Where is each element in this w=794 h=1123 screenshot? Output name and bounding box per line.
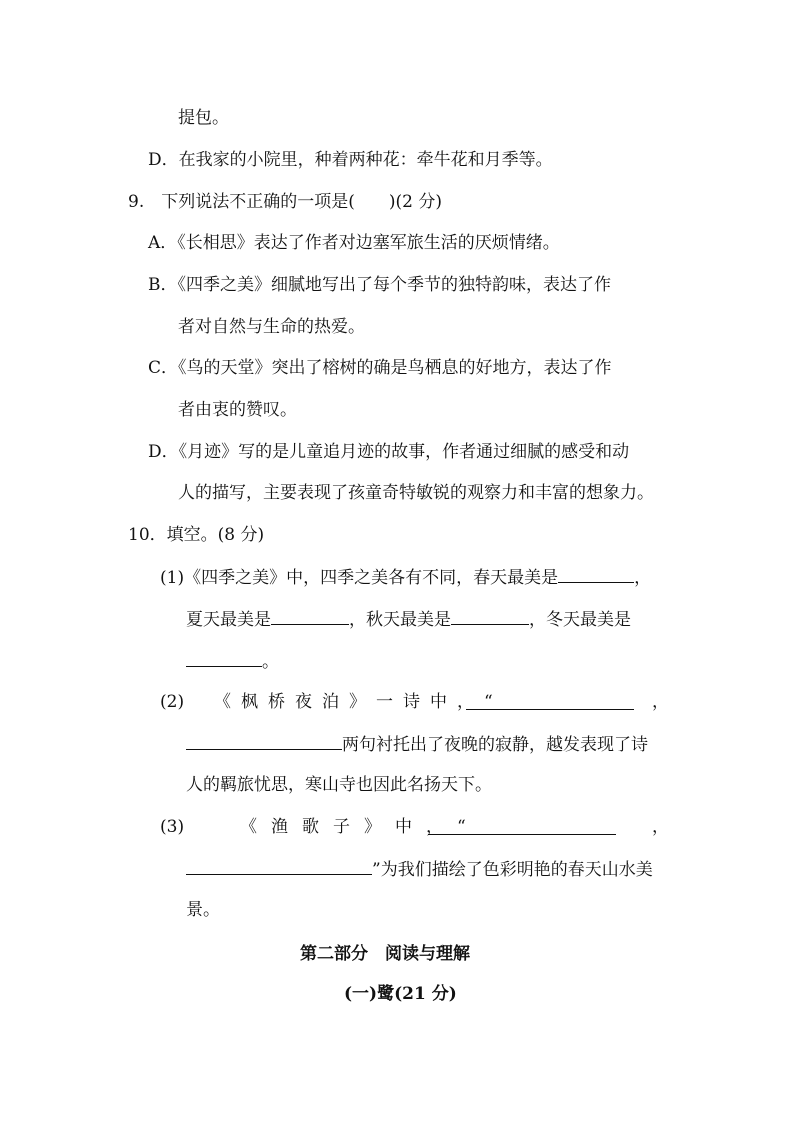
q10-part2-line3: 人的羁旅忧思，寒山寺也因此名扬天下。: [186, 775, 492, 795]
blank-poem2-line2[interactable]: [186, 733, 342, 750]
q10-part1-line3: [186, 650, 279, 673]
q10-stem: 10．填空。(8 分): [128, 525, 265, 545]
q10-part2-comma: ，: [652, 692, 669, 712]
blank-poem3-line1[interactable]: [428, 818, 616, 835]
q10-part3-rest: ”为我们描绘了色彩明艳的春天山水美: [372, 860, 653, 880]
q10-part1-end: 。: [262, 652, 279, 672]
q10-part3-number: (3): [160, 817, 185, 837]
blank-poem3-line2[interactable]: [186, 858, 372, 875]
q10-part1-line2: [186, 608, 631, 631]
q9-option-d-line2: 人的描写，主要表现了孩童奇特敏锐的观察力和丰富的想象力。: [178, 483, 654, 503]
q10-part3-line2: [186, 858, 653, 881]
q9-option-c-line1: C．《鸟的天堂》突出了榕树的确是鸟栖息的好地方，表达了作: [148, 358, 612, 378]
q10-part1-text: 《四季之美》中，四季之美各有不同，春天最美是: [184, 568, 559, 588]
q10-part1-autumn-label: ，秋天最美是: [349, 610, 451, 630]
q9-option-b-line2: 者对自然与生命的热爱。: [178, 317, 365, 337]
q10-part1-summer-label: 夏天最美是: [186, 610, 271, 630]
blank-spring[interactable]: [558, 566, 634, 583]
q10-part3-title: 《渔歌子》中，“: [240, 817, 480, 837]
q8-continuation: 提包。: [178, 108, 229, 128]
q8-option-d: D．在我家的小院里，种着两种花：牵牛花和月季等。: [148, 150, 553, 170]
q9-option-c-line2: 者由衷的赞叹。: [178, 400, 297, 420]
q10-part1-winter-label: ，冬天最美是: [529, 610, 631, 630]
q10-part2-number: (2): [160, 692, 185, 712]
q9-option-b-line1: B．《四季之美》细腻地写出了每个季节的独特韵味，表达了作: [148, 275, 611, 295]
blank-winter[interactable]: [186, 650, 262, 667]
q10-part3-line3: 景。: [186, 900, 220, 920]
blank-poem2-line1[interactable]: [466, 693, 634, 710]
q9-option-d-line1: D．《月迹》写的是儿童追月迹的故事，作者通过细腻的感受和动: [148, 442, 630, 462]
part2-title: 第二部分 阅读与理解: [300, 944, 470, 964]
q10-part1-number: (1): [160, 568, 185, 588]
q10-part3-comma: ，: [652, 817, 669, 837]
blank-summer[interactable]: [271, 608, 349, 625]
q10-part1-comma: ，: [634, 568, 652, 588]
q9-option-a: A．《长相思》表达了作者对边塞军旅生活的厌烦情绪。: [148, 233, 560, 253]
q10-part2-line2: [186, 733, 648, 756]
part2-subtitle: (一)鹭(21 分): [344, 984, 457, 1004]
q10-part2-rest: 两句衬托出了夜晚的寂静，越发表现了诗: [342, 735, 648, 755]
q10-part2-title: 《枫桥夜泊》一诗中，“: [214, 692, 503, 712]
q10-part1-line1: [160, 566, 651, 589]
blank-autumn[interactable]: [451, 608, 529, 625]
q9-stem: 9. 下列说法不正确的一项是( )(2 分): [128, 192, 442, 212]
